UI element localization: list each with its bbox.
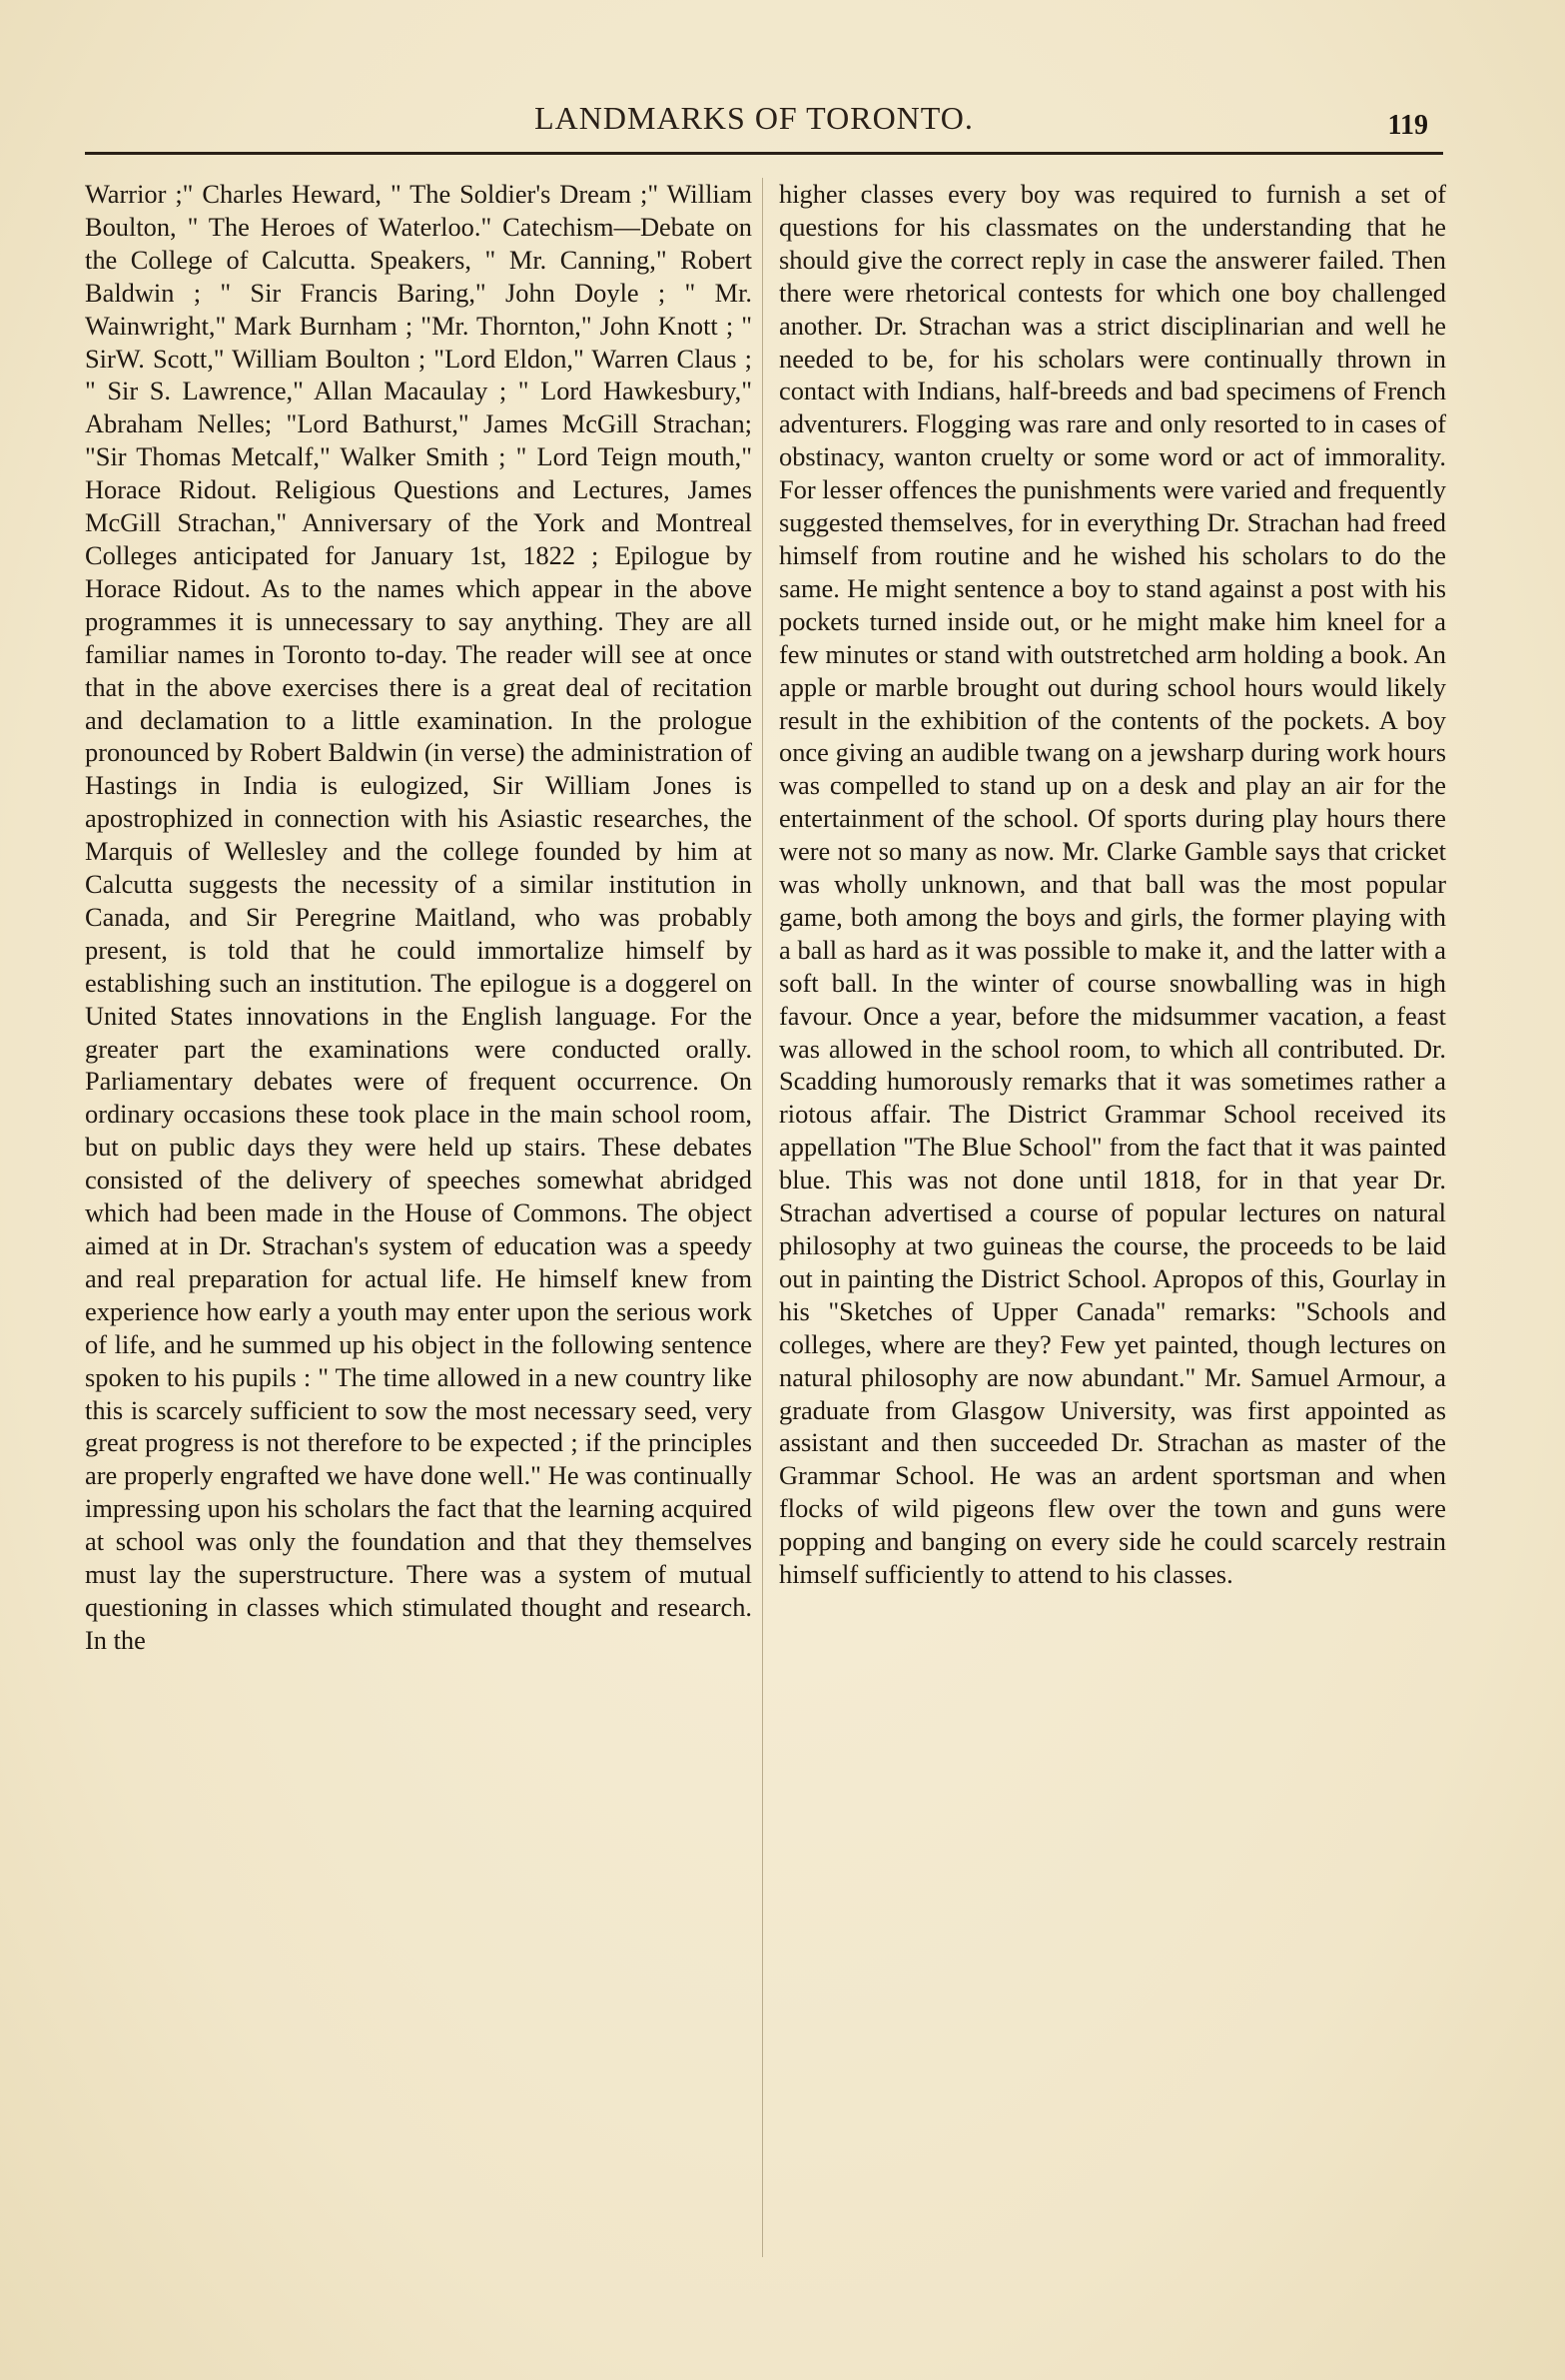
left-column [85,178,752,1657]
header-rule [85,152,1443,155]
right-column [779,178,1446,1591]
page-header [85,100,1448,160]
left-column-text: Warrior ;" Charles Heward, " The Soldier's Dream ;" William Boulton, " The Heroes of Waterloo." Catechism—Debate on the College of Calcutta. Speakers, " Mr. Canning," Robert Baldwin ; " Sir Francis Baring," John Doyle ; " Mr. Wainwright," Mark Burnham ; "Mr. Thornton," John Knott ; " SirW. Scott," William Boulton ; "Lord Eldon," Warren Claus ; " Sir S. Lawrence," Allan Macaulay ; " Lord Hawkesbury," Abraham Nelles; "Lord Bathurst," James McGill Strachan; "Sir Thomas Metcalf," Walker Smith ; " Lord Teign mouth," Horace Ridout. Religious Questions and Lectures, James McGill Strachan," Anniversary of the York and Montreal Colleges anticipated for January 1st, 1822 ; Epilogue by Horace Ridout. As to the names which appear in the above programmes it is unnecessary to say anything. They are all familiar names in Toronto to-day. The reader will see at once that in the above exercises there is a great deal of recitation and declamation to a little examination. In the prologue pronounced by Robert Baldwin (in verse) the administration of Hastings in India is eulogized, Sir William Jones is apostrophized in connection with his Asiastic researches, the Marquis of Wellesley and the college founded by him at Calcutta suggests the necessity of a similar institution in Canada, and Sir Peregrine Maitland, who was probably present, is told that he could immortalize himself by establishing such an institution. The epilogue is a doggerel on United States innovations in the English language. For the greater part the examinations were conducted orally. Parliamentary debates were of frequent occurrence. On ordinary occasions these took place in the main school room, but on public days they were held up stairs. These debates consisted of the delivery of speeches somewhat abridged which had been made in the House of Commons. The object aimed at in Dr. Strachan's system of education was a speedy and real preparation for actual life. He himself knew from experience how early a youth may enter upon the serious work of life, and he summed up his object in the following sentence spoken to his pupils : " The time allowed in a new country like this is scarcely sufficient to sow the most necessary seed, very great progress is not therefore to be expected ; if the principles are properly engrafted we have done well." He was continually impressing upon his scholars the fact that the learning acquired at school was only the foundation and that they themselves must lay the superstructure. There was a system of mutual questioning in classes which stimulated thought and research. In the [85,179,752,1655]
column-divider [762,178,763,2257]
page-number: 119 [1387,110,1428,141]
right-column-text: higher classes every boy was required to furnish a set of questions for his classmates on the understanding that he should give the correct reply in case the answerer failed. Then there were rhetorical contests for which one boy challenged another. Dr. Strachan was a strict disciplinarian and well he needed to be, for his scholars were continually thrown in contact with Indians, half-breeds and bad specimens of French adventurers. Flogging was rare and only resorted to in cases of obstinacy, wanton cruelty or some word or act of immorality. For lesser offences the punishments were varied and frequently suggested themselves, for in everything Dr. Strachan had freed himself from routine and he wished his scholars to do the same. He might sentence a boy to stand against a post with his pockets turned inside out, or he might make him kneel for a few minutes or stand with outstretched arm holding a book. An apple or marble brought out during school hours would likely result in the exhibition of the contents of the pockets. A boy once giving an audible twang on a jewsharp during work hours was compelled to stand up on a desk and play an air for the entertainment of the school. Of sports during play hours there were not so many as now. Mr. Clarke Gamble says that cricket was wholly unknown, and that ball was the most popular game, both among the boys and girls, the former playing with a ball as hard as it was possible to make it, and the latter with a soft ball. In the winter of course snowballing was in high favour. Once a year, before the midsummer vacation, a feast was allowed in the school room, to which all contributed. Dr. Scadding humorously remarks that it was sometimes rather a riotous affair. The District Grammar School received its appellation "The Blue School" from the fact that it was painted blue. This was not done until 1818, for in that year Dr. Strachan advertised a course of popular lectures on natural philosophy at two guineas the course, the proceeds to be laid out in painting the District School. Apropos of this, Gourlay in his "Sketches of Upper Canada" remarks: "Schools and colleges, where are they? Few yet painted, though lectures on natural philosophy are now abundant." Mr. Samuel Armour, a graduate from Glasgow University, was first appointed as assistant and then succeeded Dr. Strachan as master of the Grammar School. He was an ardent sportsman and when flocks of wild pigeons flew over the town and guns were popping and banging on every side he could scarcely restrain himself sufficiently to attend to his classes. [779,179,1446,1590]
running-title: LANDMARKS OF TORONTO. [534,100,974,136]
